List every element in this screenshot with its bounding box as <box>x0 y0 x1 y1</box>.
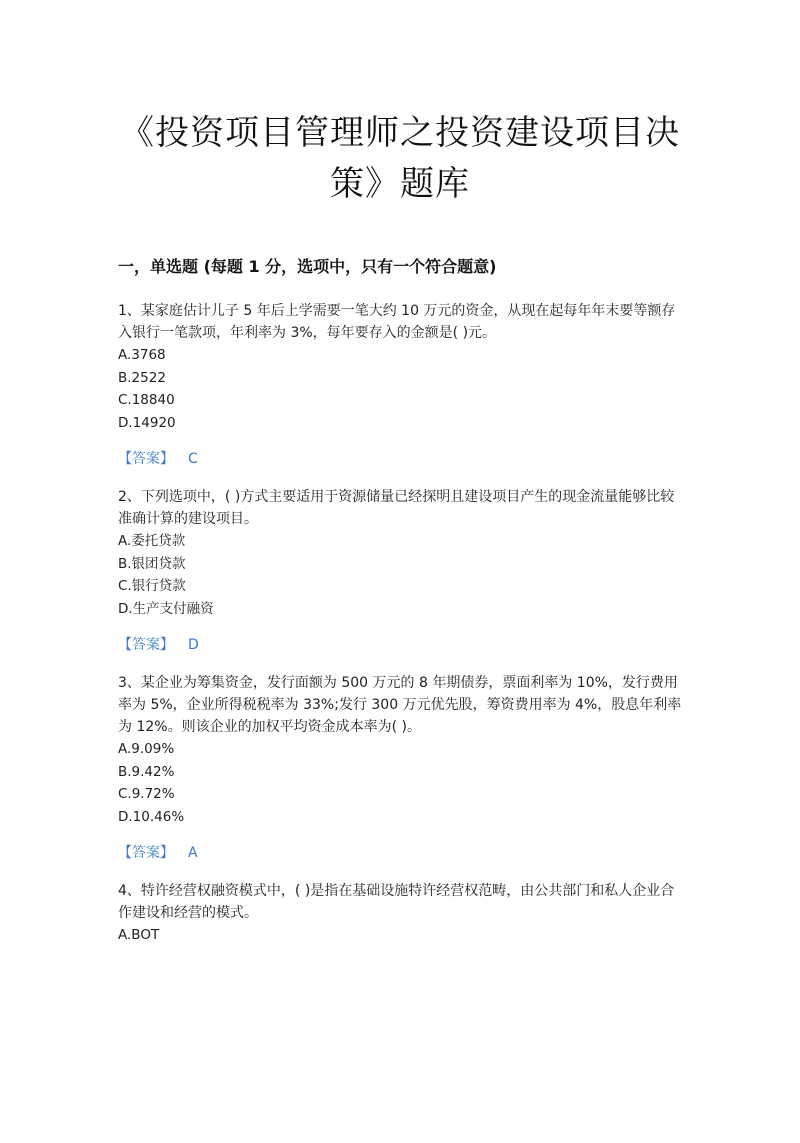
question-stem: 3、某企业为筹集资金，发行面额为 500 万元的 8 年期债券，票面利率为 10%，发行费用率为 5%，企业所得税税率为 33%;发行 300 万元优先股，筹资费用率为 4%，股息年利率为 12%。则该企业的加权平均资金成本率为( )。 <box>118 675 682 735</box>
question-stem: 1、某家庭估计儿子 5 年后上学需要一笔大约 10 万元的资金，从现在起每年年末要等额存入银行一笔款项，年利率为 3%，每年要存入的金额是( )元。 <box>118 303 676 341</box>
answer-value: D <box>188 637 199 653</box>
option-c: C.银行贷款 <box>118 578 186 594</box>
option-a: A.3768 <box>118 347 166 363</box>
option-list <box>118 344 682 434</box>
option-a: A.委托贷款 <box>118 533 186 549</box>
answer-label: 【答案】 <box>118 637 174 653</box>
document-page <box>0 108 800 1143</box>
answer-value: A <box>188 845 198 861</box>
option-c: C.9.72% <box>118 786 175 802</box>
question-3 <box>118 672 682 864</box>
question-list <box>118 300 682 947</box>
option-b: B.9.42% <box>118 763 175 780</box>
option-b: B.银团贷款 <box>118 555 186 572</box>
option-list <box>118 924 682 947</box>
document-title: 《投资项目管理师之投资建设项目决策》题库 <box>120 113 680 204</box>
option-list <box>118 738 682 828</box>
option-a: A.9.09% <box>118 741 175 757</box>
option-d: D.14920 <box>118 414 176 431</box>
section-heading: 一，单选题 (每题 1 分，选项中，只有一个符合题意) <box>118 257 497 276</box>
question-stem: 4、特许经营权融资模式中，( )是指在基础设施特许经营权范畴，由公共部门和私人企业合作建设和经营的模式。 <box>118 883 675 921</box>
option-list <box>118 530 682 620</box>
option-d: D.生产支付融资 <box>118 600 214 617</box>
question-1 <box>118 300 682 470</box>
question-4 <box>118 880 682 947</box>
option-d: D.10.46% <box>118 808 185 825</box>
answer-row <box>118 842 682 864</box>
option-a: A.BOT <box>118 927 160 943</box>
answer-row <box>118 634 682 656</box>
answer-label: 【答案】 <box>118 451 174 467</box>
question-2 <box>118 486 682 656</box>
question-stem: 2、下列选项中，( )方式主要适用于资源储量已经探明且建设项目产生的现金流量能够比较准确计算的建设项目。 <box>118 489 675 527</box>
option-c: C.18840 <box>118 392 175 408</box>
answer-label: 【答案】 <box>118 845 174 861</box>
answer-row <box>118 448 682 470</box>
answer-value: C <box>188 451 198 467</box>
option-b: B.2522 <box>118 369 166 386</box>
